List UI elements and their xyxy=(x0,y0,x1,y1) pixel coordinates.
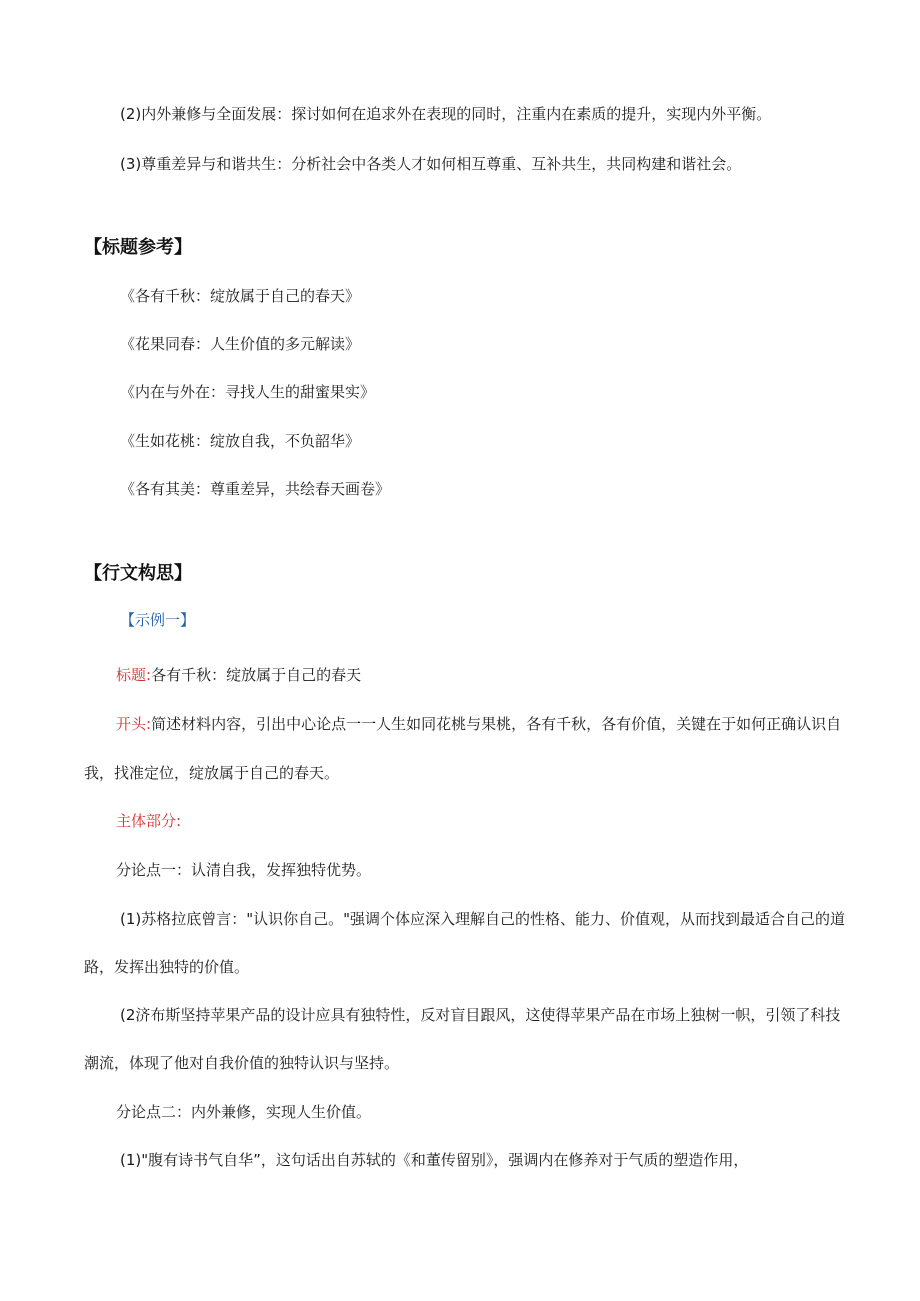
title-option: 《各有千秋：绽放属于自己的春天》 xyxy=(120,287,361,305)
title-option: 《花果同春：人生价值的多元解读》 xyxy=(120,335,361,353)
opening-label: 开头: xyxy=(116,715,152,733)
title-option: 《各有其美：尊重差异，共绘春天画卷》 xyxy=(120,480,391,498)
point-2: (2)内外兼修与全面发展：探讨如何在追求外在表现的同时，注重内在素质的提升，实现内外平衡。 xyxy=(120,105,772,123)
title-line xyxy=(116,665,361,685)
structure-heading: 【行文构思】 xyxy=(84,563,192,584)
p1-item2-line1: (2济布斯坚持苹果产品的设计应具有独特性，反对盲目跟风，这使得苹果产品在市场上独树一帜，引领了科技 xyxy=(120,1006,841,1024)
title-text: 各有千秋：绽放属于自己的春天 xyxy=(151,666,362,684)
point-3: (3)尊重差异与和谐共生：分析社会中各类人才如何相互尊重、互补共生，共同构建和谐社会。 xyxy=(120,155,742,173)
title-label: 标题: xyxy=(116,666,152,684)
opening-line-1 xyxy=(116,714,841,734)
p2-item1-line1: (1)"腹有诗书气自华”，这句话出自苏轼的《和董传留别》，强调内在修养对于气质的塑造作用， xyxy=(120,1151,749,1169)
opening-text: 简述材料内容，引出中心论点一一人生如同花桃与果桃，各有千秋，各有价值，关键在于如何正确认识自 xyxy=(151,715,842,733)
p1-item1-line2: 路，发挥出独特的价值。 xyxy=(84,958,250,976)
example-label: 【示例一】 xyxy=(120,611,196,629)
title-reference-heading: 【标题参考】 xyxy=(84,237,192,258)
title-option: 《生如花桃：绽放自我，不负韶华》 xyxy=(120,432,361,450)
p1-item2-line2: 潮流，体现了他对自我价值的独特认识与坚持。 xyxy=(84,1054,400,1072)
sub-point-1: 分论点一：认清自我，发挥独特优势。 xyxy=(116,861,372,879)
sub-point-2: 分论点二：内外兼修，实现人生价值。 xyxy=(116,1103,372,1121)
opening-line-2: 我，找准定位，绽放属于自己的春天。 xyxy=(84,764,340,782)
title-option: 《内在与外在：寻找人生的甜蜜果实》 xyxy=(120,383,376,401)
body-label: 主体部分: xyxy=(116,812,182,830)
p1-item1-line1: (1)苏格拉底曾言："认识你自己。"强调个体应深入理解自己的性格、能力、价值观，从而找到最适合自己的道 xyxy=(120,910,846,928)
